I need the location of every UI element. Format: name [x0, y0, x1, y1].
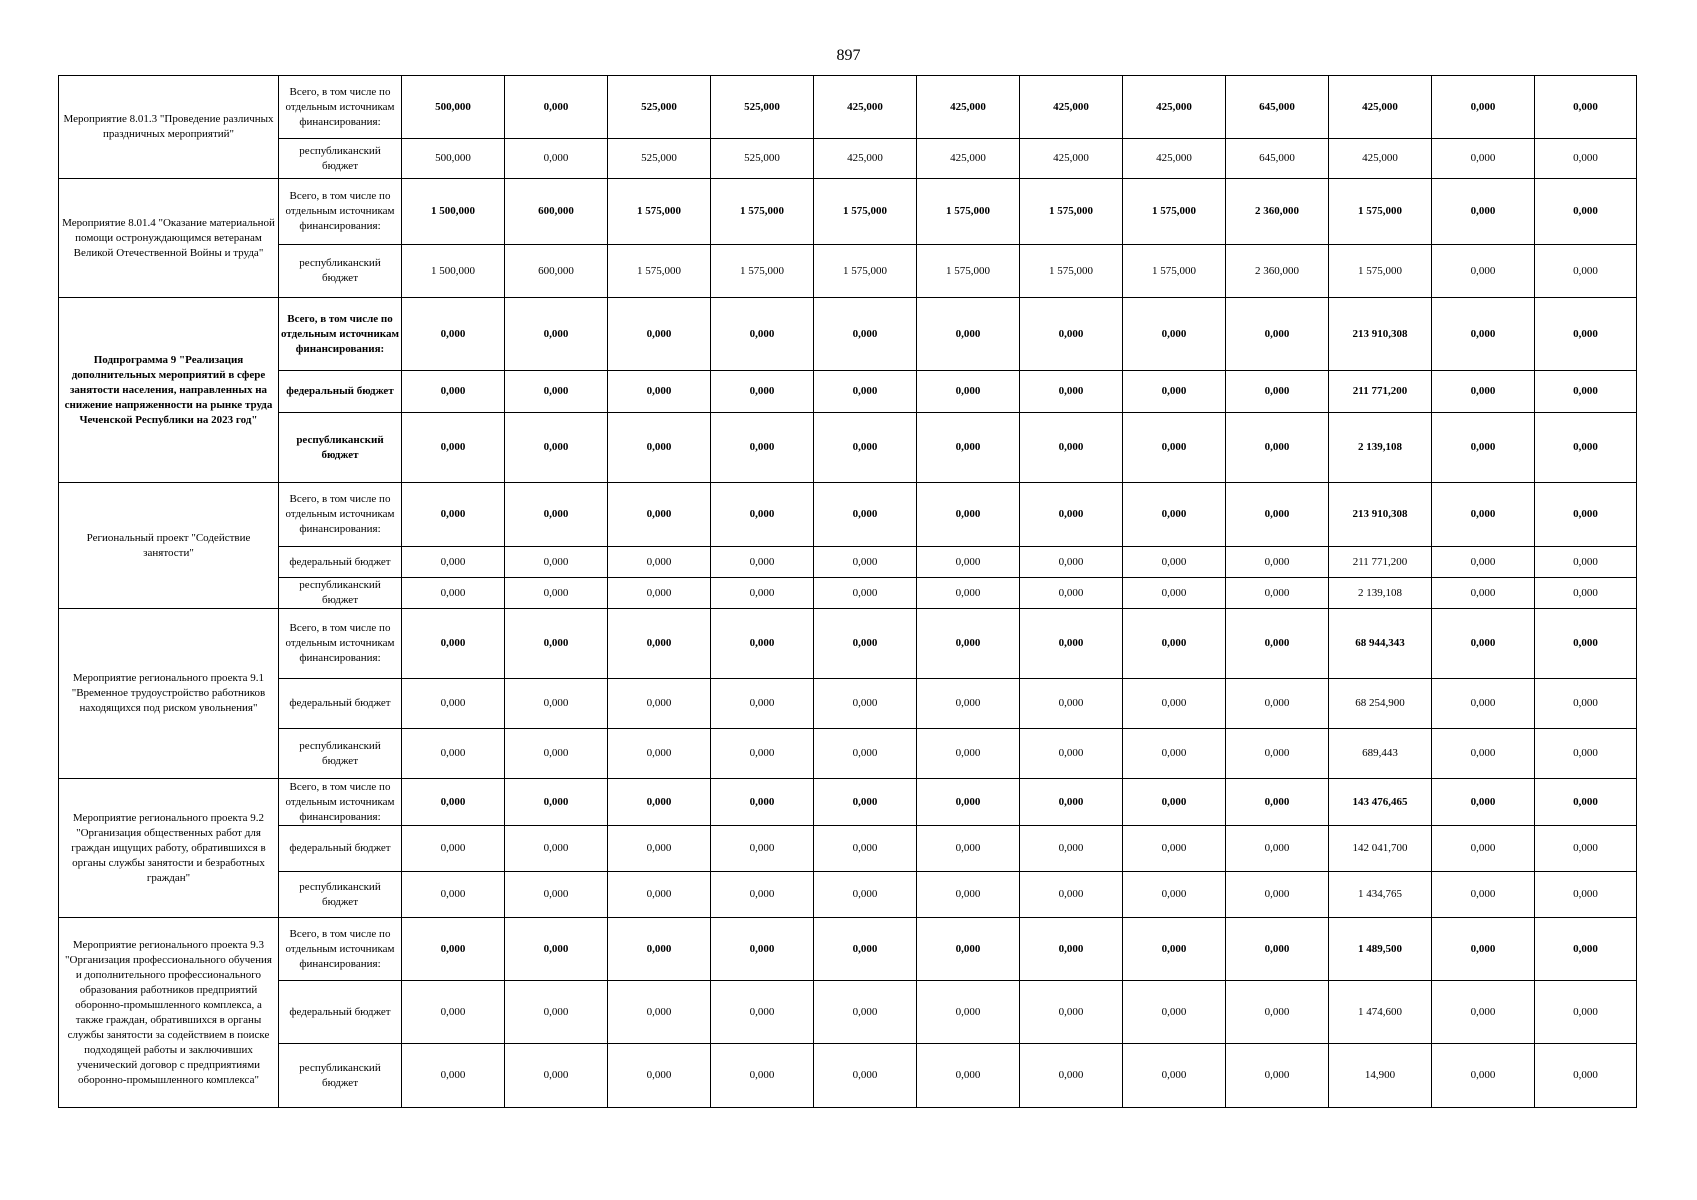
value-cell: 1 575,000: [711, 179, 814, 245]
value-cell: 0,000: [1226, 578, 1329, 609]
value-cell: 0,000: [505, 413, 608, 483]
value-cell: 0,000: [814, 371, 917, 413]
value-cell: 645,000: [1226, 139, 1329, 179]
value-cell: 0,000: [505, 826, 608, 872]
value-cell: 1 489,500: [1329, 918, 1432, 981]
funding-source-cell: Всего, в том числе по отдельным источникам финансирования:: [279, 76, 402, 139]
value-cell: 0,000: [1226, 413, 1329, 483]
value-cell: 0,000: [402, 918, 505, 981]
value-cell: 0,000: [505, 547, 608, 578]
value-cell: 0,000: [608, 609, 711, 679]
value-cell: 0,000: [402, 578, 505, 609]
item-name-cell: Мероприятие регионального проекта 9.3 "Организация профессионального обучения и дополнительного профессионального образования работников предприятий оборонно-промышленного комплекса, а также граждан, обратившихся в органы службы занятости за содействием в поиске подходящей работы и заключивших ученический договор с предприятиями оборонно-промышленного комплекса": [59, 918, 279, 1108]
value-cell: 525,000: [711, 139, 814, 179]
value-cell: 0,000: [711, 679, 814, 729]
table-row: [59, 918, 1637, 981]
funding-source-cell: республиканский бюджет: [279, 139, 402, 179]
value-cell: 0,000: [1432, 245, 1535, 298]
value-cell: 0,000: [505, 872, 608, 918]
funding-source-cell: Всего, в том числе по отдельным источникам финансирования:: [279, 483, 402, 547]
value-cell: 0,000: [917, 918, 1020, 981]
value-cell: 0,000: [1535, 245, 1637, 298]
value-cell: 0,000: [1432, 729, 1535, 779]
value-cell: 0,000: [1535, 826, 1637, 872]
item-name-cell: Подпрограмма 9 "Реализация дополнительных мероприятий в сфере занятости населения, направленных на снижение напряженности на рынке труда Чеченской Республики на 2023 год": [59, 298, 279, 483]
value-cell: 0,000: [1432, 981, 1535, 1044]
table-row: [59, 981, 1637, 1044]
value-cell: 1 575,000: [814, 245, 917, 298]
value-cell: 0,000: [1123, 1044, 1226, 1108]
value-cell: 0,000: [505, 779, 608, 826]
value-cell: 0,000: [814, 729, 917, 779]
funding-source-cell: федеральный бюджет: [279, 826, 402, 872]
value-cell: 0,000: [814, 547, 917, 578]
table-row: [59, 578, 1637, 609]
value-cell: 0,000: [1020, 679, 1123, 729]
value-cell: 425,000: [1123, 139, 1226, 179]
value-cell: 1 575,000: [1329, 179, 1432, 245]
value-cell: 0,000: [1123, 779, 1226, 826]
value-cell: 0,000: [814, 483, 917, 547]
value-cell: 0,000: [1226, 918, 1329, 981]
value-cell: 0,000: [505, 729, 608, 779]
value-cell: 600,000: [505, 179, 608, 245]
value-cell: 0,000: [1226, 826, 1329, 872]
value-cell: 143 476,465: [1329, 779, 1432, 826]
value-cell: 0,000: [1432, 371, 1535, 413]
value-cell: 1 575,000: [1123, 245, 1226, 298]
value-cell: 0,000: [917, 729, 1020, 779]
value-cell: 525,000: [711, 76, 814, 139]
value-cell: 2 360,000: [1226, 179, 1329, 245]
value-cell: 0,000: [505, 578, 608, 609]
value-cell: 213 910,308: [1329, 483, 1432, 547]
value-cell: 0,000: [814, 679, 917, 729]
value-cell: 689,443: [1329, 729, 1432, 779]
value-cell: 142 041,700: [1329, 826, 1432, 872]
item-name-cell: Мероприятие регионального проекта 9.1 "Временное трудоустройство работников находящихся под риском увольнения": [59, 609, 279, 779]
value-cell: 0,000: [1535, 139, 1637, 179]
value-cell: 0,000: [814, 779, 917, 826]
value-cell: 0,000: [814, 298, 917, 371]
value-cell: 0,000: [1226, 371, 1329, 413]
value-cell: 0,000: [1020, 1044, 1123, 1108]
value-cell: 0,000: [505, 918, 608, 981]
value-cell: 0,000: [814, 981, 917, 1044]
value-cell: 500,000: [402, 76, 505, 139]
table-body: [59, 76, 1637, 1108]
value-cell: 0,000: [402, 547, 505, 578]
value-cell: 645,000: [1226, 76, 1329, 139]
value-cell: 0,000: [917, 826, 1020, 872]
value-cell: 0,000: [1432, 679, 1535, 729]
value-cell: 0,000: [917, 483, 1020, 547]
value-cell: 0,000: [711, 298, 814, 371]
value-cell: 0,000: [711, 729, 814, 779]
table-row: [59, 679, 1637, 729]
value-cell: 0,000: [814, 826, 917, 872]
value-cell: 0,000: [1123, 918, 1226, 981]
value-cell: 0,000: [505, 76, 608, 139]
value-cell: 0,000: [1123, 483, 1226, 547]
value-cell: 425,000: [1123, 76, 1226, 139]
value-cell: 0,000: [1020, 918, 1123, 981]
funding-source-cell: Всего, в том числе по отдельным источникам финансирования:: [279, 298, 402, 371]
value-cell: 0,000: [402, 371, 505, 413]
table-row: [59, 76, 1637, 139]
value-cell: 1 575,000: [1020, 179, 1123, 245]
value-cell: 2 360,000: [1226, 245, 1329, 298]
value-cell: 0,000: [1535, 413, 1637, 483]
value-cell: 0,000: [1535, 872, 1637, 918]
item-name-cell: Мероприятие 8.01.4 "Оказание материальной помощи остронуждающимся ветеранам Великой Отечественной Войны и труда": [59, 179, 279, 298]
value-cell: 0,000: [1123, 578, 1226, 609]
value-cell: 0,000: [402, 298, 505, 371]
value-cell: 0,000: [1020, 547, 1123, 578]
value-cell: 600,000: [505, 245, 608, 298]
funding-source-cell: федеральный бюджет: [279, 547, 402, 578]
value-cell: 0,000: [402, 483, 505, 547]
value-cell: 1 575,000: [608, 179, 711, 245]
value-cell: 0,000: [1226, 729, 1329, 779]
value-cell: 0,000: [1432, 918, 1535, 981]
value-cell: 0,000: [917, 298, 1020, 371]
value-cell: 1 474,600: [1329, 981, 1432, 1044]
item-name-cell: Мероприятие регионального проекта 9.2 "Организация общественных работ для граждан ищущих работу, обратившихся в органы службы занятости и безработных граждан": [59, 779, 279, 918]
value-cell: 0,000: [505, 981, 608, 1044]
value-cell: 0,000: [1226, 609, 1329, 679]
value-cell: 0,000: [1535, 609, 1637, 679]
funding-source-cell: республиканский бюджет: [279, 578, 402, 609]
value-cell: 0,000: [402, 779, 505, 826]
value-cell: 0,000: [1432, 826, 1535, 872]
value-cell: 0,000: [711, 1044, 814, 1108]
value-cell: 0,000: [1020, 371, 1123, 413]
page-number: 897: [836, 47, 861, 64]
funding-source-label: Всего, в том числе по отдельным источникам финансирования:: [285, 780, 395, 823]
value-cell: 0,000: [1535, 1044, 1637, 1108]
value-cell: 0,000: [1432, 179, 1535, 245]
value-cell: 0,000: [505, 679, 608, 729]
value-cell: 1 434,765: [1329, 872, 1432, 918]
value-cell: 0,000: [608, 578, 711, 609]
value-cell: 0,000: [1123, 872, 1226, 918]
value-cell: 0,000: [711, 371, 814, 413]
item-name-cell: Мероприятие 8.01.3 "Проведение различных праздничных мероприятий": [59, 76, 279, 179]
value-cell: 0,000: [1226, 298, 1329, 371]
value-cell: 211 771,200: [1329, 371, 1432, 413]
value-cell: 0,000: [1535, 981, 1637, 1044]
value-cell: 425,000: [917, 76, 1020, 139]
value-cell: 0,000: [1432, 779, 1535, 826]
value-cell: 14,900: [1329, 1044, 1432, 1108]
value-cell: 425,000: [1329, 76, 1432, 139]
value-cell: 68 254,900: [1329, 679, 1432, 729]
value-cell: 0,000: [917, 779, 1020, 826]
value-cell: 0,000: [917, 679, 1020, 729]
value-cell: 0,000: [402, 1044, 505, 1108]
value-cell: 0,000: [917, 609, 1020, 679]
value-cell: 0,000: [1123, 298, 1226, 371]
value-cell: 0,000: [402, 826, 505, 872]
value-cell: 1 575,000: [711, 245, 814, 298]
value-cell: 0,000: [1226, 547, 1329, 578]
value-cell: 1 575,000: [1020, 245, 1123, 298]
funding-source-cell: федеральный бюджет: [279, 679, 402, 729]
value-cell: 0,000: [608, 679, 711, 729]
value-cell: 0,000: [917, 578, 1020, 609]
value-cell: 211 771,200: [1329, 547, 1432, 578]
value-cell: 425,000: [1020, 139, 1123, 179]
value-cell: 1 575,000: [917, 245, 1020, 298]
value-cell: 525,000: [608, 76, 711, 139]
value-cell: 0,000: [1226, 872, 1329, 918]
value-cell: 0,000: [1226, 1044, 1329, 1108]
value-cell: 0,000: [1226, 981, 1329, 1044]
table-row: [59, 826, 1637, 872]
value-cell: 0,000: [917, 1044, 1020, 1108]
value-cell: 0,000: [1432, 483, 1535, 547]
funding-source-cell: республиканский бюджет: [279, 245, 402, 298]
value-cell: 0,000: [814, 918, 917, 981]
value-cell: 1 575,000: [917, 179, 1020, 245]
value-cell: 0,000: [608, 413, 711, 483]
value-cell: 0,000: [1020, 779, 1123, 826]
table-row: [59, 139, 1637, 179]
value-cell: 425,000: [814, 139, 917, 179]
value-cell: 0,000: [711, 483, 814, 547]
value-cell: 425,000: [917, 139, 1020, 179]
value-cell: 1 575,000: [608, 245, 711, 298]
value-cell: 1 500,000: [402, 245, 505, 298]
value-cell: 0,000: [814, 413, 917, 483]
value-cell: 0,000: [1020, 578, 1123, 609]
value-cell: 0,000: [608, 298, 711, 371]
table-row: [59, 609, 1637, 679]
value-cell: 0,000: [814, 578, 917, 609]
value-cell: 0,000: [711, 609, 814, 679]
value-cell: 0,000: [505, 483, 608, 547]
value-cell: 0,000: [1432, 413, 1535, 483]
value-cell: 0,000: [1226, 679, 1329, 729]
value-cell: 0,000: [1020, 872, 1123, 918]
value-cell: 0,000: [608, 981, 711, 1044]
value-cell: 2 139,108: [1329, 413, 1432, 483]
funding-source-cell: республиканский бюджет: [279, 729, 402, 779]
value-cell: 0,000: [608, 729, 711, 779]
table-row: [59, 779, 1637, 826]
value-cell: 0,000: [917, 371, 1020, 413]
value-cell: 0,000: [1123, 609, 1226, 679]
value-cell: 0,000: [711, 547, 814, 578]
funding-source-cell: республиканский бюджет: [279, 872, 402, 918]
value-cell: 0,000: [711, 872, 814, 918]
table-row: [59, 872, 1637, 918]
funding-source-cell: Всего, в том числе по отдельным источникам финансирования:: [279, 609, 402, 679]
value-cell: 525,000: [608, 139, 711, 179]
table-row: [59, 729, 1637, 779]
value-cell: 0,000: [402, 981, 505, 1044]
value-cell: 1 575,000: [814, 179, 917, 245]
value-cell: 0,000: [814, 1044, 917, 1108]
value-cell: 0,000: [1020, 981, 1123, 1044]
value-cell: 1 575,000: [1329, 245, 1432, 298]
value-cell: 0,000: [814, 872, 917, 918]
value-cell: 0,000: [1123, 547, 1226, 578]
value-cell: 0,000: [402, 679, 505, 729]
funding-source-cell: федеральный бюджет: [279, 981, 402, 1044]
value-cell: 0,000: [608, 918, 711, 981]
value-cell: 0,000: [505, 298, 608, 371]
value-cell: 0,000: [1535, 547, 1637, 578]
value-cell: 0,000: [608, 779, 711, 826]
value-cell: 213 910,308: [1329, 298, 1432, 371]
value-cell: 0,000: [608, 872, 711, 918]
value-cell: 0,000: [608, 371, 711, 413]
table-row: [59, 1044, 1637, 1108]
table-row: [59, 547, 1637, 578]
value-cell: 0,000: [711, 413, 814, 483]
value-cell: 0,000: [1535, 779, 1637, 826]
value-cell: 0,000: [608, 547, 711, 578]
value-cell: 0,000: [1535, 918, 1637, 981]
value-cell: 2 139,108: [1329, 578, 1432, 609]
value-cell: 0,000: [1432, 76, 1535, 139]
item-name-cell: Региональный проект "Содействие занятости": [59, 483, 279, 609]
value-cell: 0,000: [1020, 413, 1123, 483]
value-cell: 0,000: [402, 413, 505, 483]
value-cell: 0,000: [711, 578, 814, 609]
table-row: [59, 179, 1637, 245]
value-cell: 0,000: [1535, 76, 1637, 139]
value-cell: 1 575,000: [1123, 179, 1226, 245]
table-row: [59, 413, 1637, 483]
value-cell: 0,000: [1432, 578, 1535, 609]
funding-source-cell: [279, 779, 402, 826]
funding-source-cell: Всего, в том числе по отдельным источникам финансирования:: [279, 918, 402, 981]
value-cell: 0,000: [1123, 413, 1226, 483]
value-cell: 425,000: [814, 76, 917, 139]
value-cell: 0,000: [1020, 483, 1123, 547]
value-cell: 425,000: [1329, 139, 1432, 179]
value-cell: 0,000: [1432, 139, 1535, 179]
funding-source-cell: Всего, в том числе по отдельным источникам финансирования:: [279, 179, 402, 245]
value-cell: 0,000: [1432, 547, 1535, 578]
value-cell: 0,000: [505, 609, 608, 679]
value-cell: 500,000: [402, 139, 505, 179]
value-cell: 0,000: [1123, 981, 1226, 1044]
value-cell: 0,000: [608, 1044, 711, 1108]
value-cell: 0,000: [711, 826, 814, 872]
table-row: [59, 483, 1637, 547]
value-cell: 0,000: [917, 413, 1020, 483]
value-cell: 0,000: [1535, 578, 1637, 609]
value-cell: 0,000: [1123, 679, 1226, 729]
value-cell: 0,000: [608, 483, 711, 547]
value-cell: 0,000: [505, 371, 608, 413]
value-cell: 0,000: [917, 872, 1020, 918]
value-cell: 1 500,000: [402, 179, 505, 245]
value-cell: 0,000: [1432, 1044, 1535, 1108]
value-cell: 0,000: [402, 872, 505, 918]
table-row: [59, 371, 1637, 413]
value-cell: 0,000: [1535, 371, 1637, 413]
value-cell: 0,000: [1432, 298, 1535, 371]
value-cell: 0,000: [1535, 729, 1637, 779]
funding-source-cell: республиканский бюджет: [279, 1044, 402, 1108]
funding-source-cell: республиканский бюджет: [279, 413, 402, 483]
table-row: [59, 298, 1637, 371]
value-cell: 0,000: [1535, 679, 1637, 729]
value-cell: 0,000: [711, 779, 814, 826]
value-cell: 0,000: [402, 729, 505, 779]
value-cell: 0,000: [1226, 779, 1329, 826]
value-cell: 0,000: [505, 139, 608, 179]
value-cell: 0,000: [1432, 609, 1535, 679]
value-cell: 425,000: [1020, 76, 1123, 139]
value-cell: 0,000: [711, 918, 814, 981]
value-cell: 0,000: [1535, 179, 1637, 245]
value-cell: 0,000: [1020, 729, 1123, 779]
value-cell: 0,000: [608, 826, 711, 872]
value-cell: 0,000: [402, 609, 505, 679]
table-row: [59, 245, 1637, 298]
value-cell: 0,000: [1432, 872, 1535, 918]
value-cell: 0,000: [1020, 609, 1123, 679]
funding-source-cell: федеральный бюджет: [279, 371, 402, 413]
value-cell: 0,000: [1020, 298, 1123, 371]
value-cell: 68 944,343: [1329, 609, 1432, 679]
value-cell: 0,000: [1020, 826, 1123, 872]
value-cell: 0,000: [505, 1044, 608, 1108]
value-cell: 0,000: [1535, 298, 1637, 371]
value-cell: 0,000: [1123, 729, 1226, 779]
value-cell: 0,000: [711, 981, 814, 1044]
value-cell: 0,000: [814, 609, 917, 679]
value-cell: 0,000: [1123, 371, 1226, 413]
value-cell: 0,000: [917, 547, 1020, 578]
budget-table: [58, 75, 1637, 1108]
value-cell: 0,000: [1226, 483, 1329, 547]
value-cell: 0,000: [917, 981, 1020, 1044]
value-cell: 0,000: [1123, 826, 1226, 872]
value-cell: 0,000: [1535, 483, 1637, 547]
